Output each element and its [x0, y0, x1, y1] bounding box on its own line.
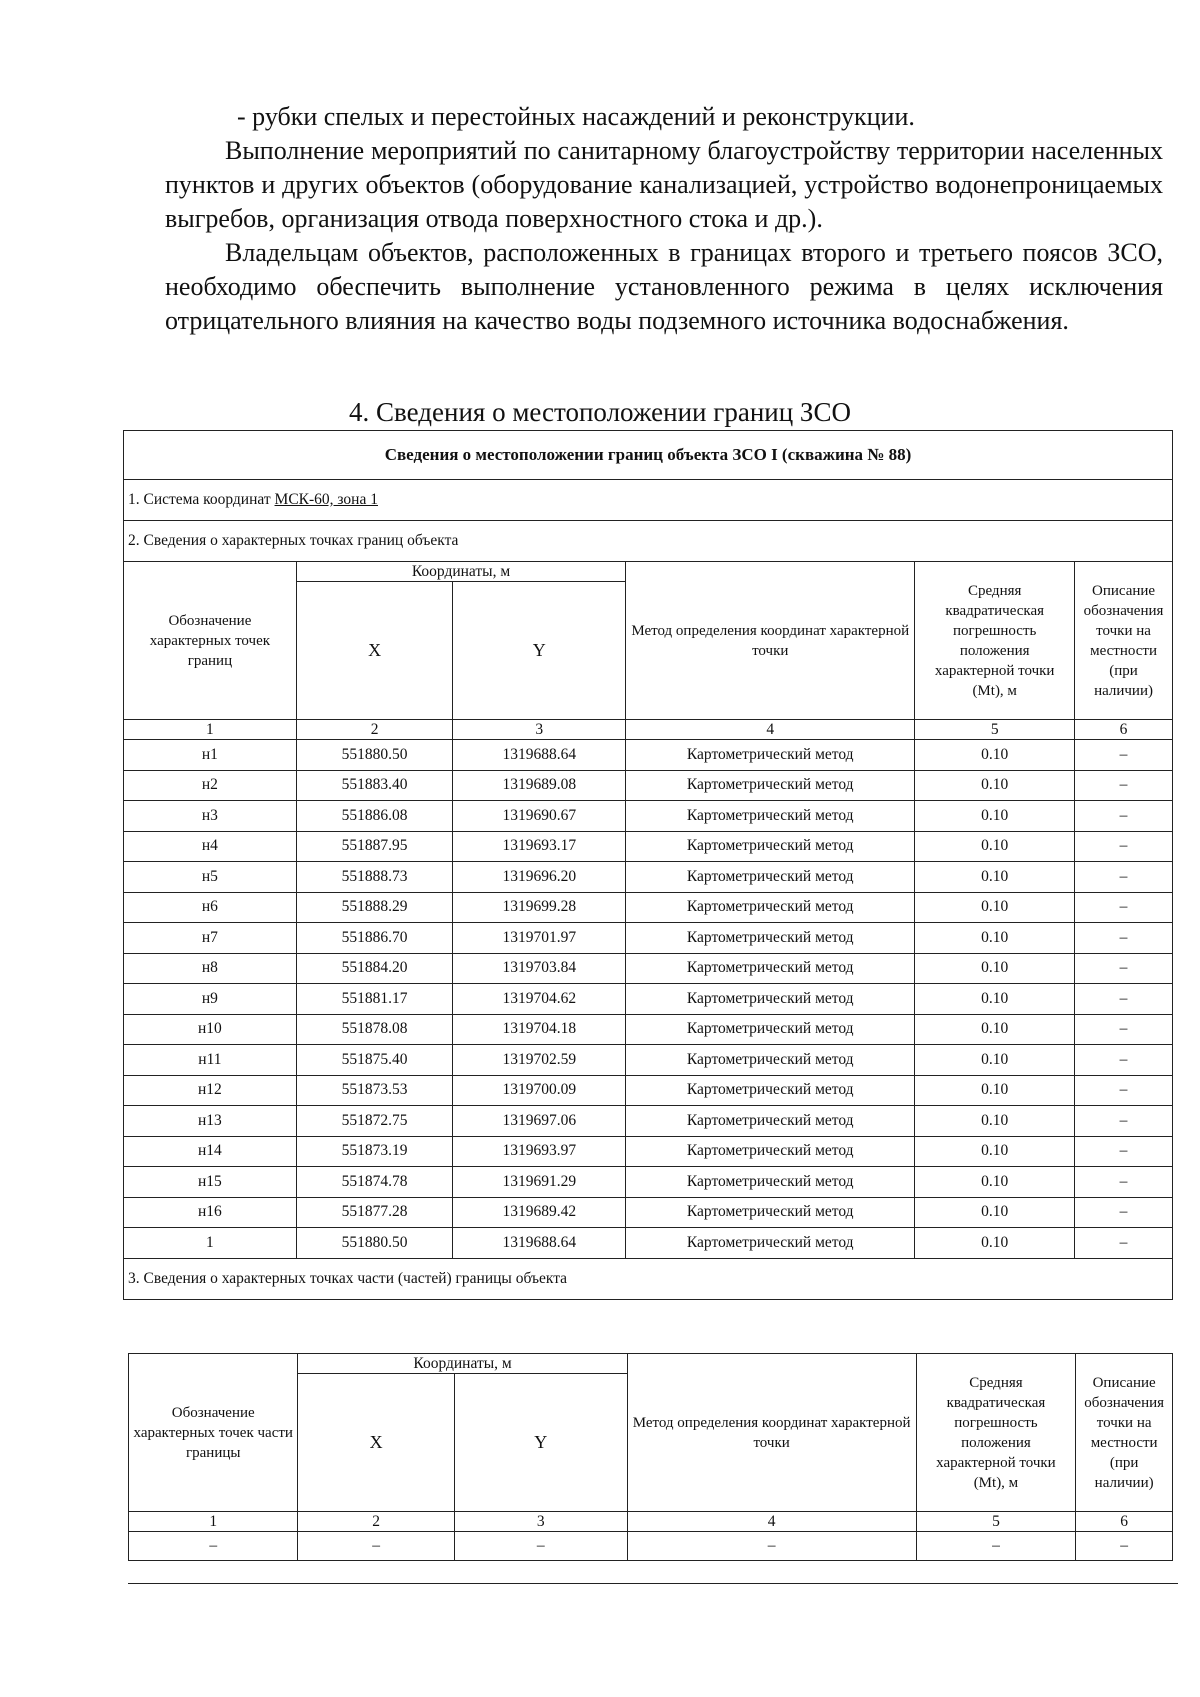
point-id-cell: н1: [124, 740, 297, 771]
coord-y-cell: 1319691.29: [453, 1167, 626, 1198]
description-cell: –: [1075, 740, 1173, 771]
point-id-cell: н8: [124, 953, 297, 984]
section-title: 4. Сведения о местоположении границ ЗСО: [349, 397, 851, 427]
boundary-table: [123, 430, 1173, 1300]
coord-y-cell: 1319704.18: [453, 1014, 626, 1045]
point-id-cell: н4: [124, 831, 297, 862]
column-numbers-row: [124, 720, 1173, 740]
point-id-cell: н12: [124, 1075, 297, 1106]
accuracy-cell: 0.10: [915, 923, 1075, 954]
coord-y-cell: 1319688.64: [453, 740, 626, 771]
paragraph-1: - рубки спелых и перестойных насаждений и реконструкции.: [237, 102, 915, 131]
header-accuracy: Средняя квадратическая погрешность положения характерной точки (Mt), м: [915, 562, 1075, 720]
method-cell: Картометрический метод: [626, 984, 915, 1015]
coord-x-cell: –: [298, 1532, 454, 1561]
table-row: [124, 1075, 1173, 1106]
point-id-cell: н9: [124, 984, 297, 1015]
method-cell: Картометрический метод: [626, 1136, 915, 1167]
accuracy-cell: 0.10: [915, 801, 1075, 832]
coord-system-value: МСК-60, зона 1: [274, 491, 378, 508]
description-cell: –: [1075, 862, 1173, 893]
coord-x-cell: 551887.95: [296, 831, 453, 862]
coord-y-cell: 1319693.97: [453, 1136, 626, 1167]
coord-x-cell: 551888.29: [296, 892, 453, 923]
point-id-cell: н13: [124, 1106, 297, 1137]
column-number: 6: [1076, 1512, 1173, 1532]
table-row: [124, 892, 1173, 923]
accuracy-cell: 0.10: [915, 1014, 1075, 1045]
point-id-cell: н14: [124, 1136, 297, 1167]
description-cell: –: [1075, 1045, 1173, 1076]
description-cell: –: [1075, 801, 1173, 832]
table-row: [124, 1106, 1173, 1137]
accuracy-cell: 0.10: [915, 892, 1075, 923]
description-cell: –: [1075, 923, 1173, 954]
coord-y-cell: –: [454, 1532, 627, 1561]
column-number: 3: [454, 1512, 627, 1532]
table-row: [124, 1228, 1173, 1259]
coord-x-cell: 551878.08: [296, 1014, 453, 1045]
coord-system-row: [124, 480, 1173, 521]
coord-y-cell: 1319689.08: [453, 770, 626, 801]
header-x: X: [296, 582, 453, 720]
accuracy-cell: 0.10: [915, 770, 1075, 801]
point-id-cell: н5: [124, 862, 297, 893]
description-cell: –: [1076, 1532, 1173, 1561]
method-cell: Картометрический метод: [626, 1014, 915, 1045]
description-cell: –: [1075, 1136, 1173, 1167]
part-header-accuracy: Средняя квадратическая погрешность положения характерной точки (Mt), м: [916, 1354, 1076, 1512]
coord-y-cell: 1319689.42: [453, 1197, 626, 1228]
accuracy-cell: 0.10: [915, 1136, 1075, 1167]
table-row: [124, 1136, 1173, 1167]
coord-x-cell: 551873.53: [296, 1075, 453, 1106]
coord-x-cell: 551873.19: [296, 1136, 453, 1167]
method-cell: Картометрический метод: [626, 892, 915, 923]
coord-y-cell: 1319703.84: [453, 953, 626, 984]
table-row: [124, 740, 1173, 771]
description-cell: –: [1075, 831, 1173, 862]
table-title: Сведения о местоположении границ объекта ЗСО I (скважина № 88): [124, 431, 1173, 480]
point-id-cell: н16: [124, 1197, 297, 1228]
header-description: Описание обозначения точки на местности (при наличии): [1075, 562, 1173, 720]
column-number: 4: [627, 1512, 916, 1532]
header-designation: Обозначение характерных точек границ: [124, 562, 297, 720]
accuracy-cell: 0.10: [915, 1106, 1075, 1137]
points-heading: 2. Сведения о характерных точках границ объекта: [124, 521, 1173, 562]
method-cell: Картометрический метод: [626, 1045, 915, 1076]
coord-y-cell: 1319700.09: [453, 1075, 626, 1106]
column-number: 2: [296, 720, 453, 740]
table-row: [124, 831, 1173, 862]
coord-y-cell: 1319688.64: [453, 1228, 626, 1259]
point-id-cell: н11: [124, 1045, 297, 1076]
coord-x-cell: 551880.50: [296, 1228, 453, 1259]
paragraph-2: Выполнение мероприятий по санитарному благоустройству территории населенных пунктов и других объектов (оборудование канализацией, устройство водонепроницаемых выгребов, организация отвода поверхностного стока и др.).: [165, 136, 1163, 233]
coord-x-cell: 551886.08: [296, 801, 453, 832]
description-cell: –: [1075, 770, 1173, 801]
coord-x-cell: 551874.78: [296, 1167, 453, 1198]
accuracy-cell: 0.10: [915, 1197, 1075, 1228]
part-header-y: Y: [454, 1374, 627, 1512]
table-row: [124, 770, 1173, 801]
coord-x-cell: 551888.73: [296, 862, 453, 893]
accuracy-cell: 0.10: [915, 1167, 1075, 1198]
point-id-cell: 1: [124, 1228, 297, 1259]
description-cell: –: [1075, 1014, 1173, 1045]
part-heading: 3. Сведения о характерных точках части (частей) границы объекта: [124, 1258, 1173, 1299]
coord-x-cell: 551872.75: [296, 1106, 453, 1137]
table-row: [124, 1197, 1173, 1228]
point-id-cell: н15: [124, 1167, 297, 1198]
coord-y-cell: 1319697.06: [453, 1106, 626, 1137]
accuracy-cell: 0.10: [915, 831, 1075, 862]
table-row: [129, 1532, 1173, 1561]
coord-x-cell: 551881.17: [296, 984, 453, 1015]
part-header-x: X: [298, 1374, 454, 1512]
method-cell: Картометрический метод: [626, 1075, 915, 1106]
column-number: 3: [453, 720, 626, 740]
part-column-numbers-row: [129, 1512, 1173, 1532]
table-row: [124, 984, 1173, 1015]
accuracy-cell: 0.10: [915, 740, 1075, 771]
coord-y-cell: 1319699.28: [453, 892, 626, 923]
header-coordinates: Координаты, м: [296, 562, 625, 582]
description-cell: –: [1075, 1106, 1173, 1137]
method-cell: Картометрический метод: [626, 740, 915, 771]
method-cell: Картометрический метод: [626, 1228, 915, 1259]
point-id-cell: н10: [124, 1014, 297, 1045]
column-number: 5: [916, 1512, 1076, 1532]
table-row: [124, 923, 1173, 954]
accuracy-cell: 0.10: [915, 1228, 1075, 1259]
accuracy-cell: 0.10: [915, 1045, 1075, 1076]
description-cell: –: [1075, 1228, 1173, 1259]
part-table-rows: [129, 1532, 1173, 1561]
coord-x-cell: 551883.40: [296, 770, 453, 801]
header-method: Метод определения координат характерной точки: [626, 562, 915, 720]
table-row: [124, 1014, 1173, 1045]
description-cell: –: [1075, 1197, 1173, 1228]
part-boundary-table: [128, 1353, 1173, 1561]
part-header-description: Описание обозначения точки на местности (при наличии): [1076, 1354, 1173, 1512]
column-number: 1: [129, 1512, 298, 1532]
accuracy-cell: 0.10: [915, 862, 1075, 893]
part-header-method: Метод определения координат характерной точки: [627, 1354, 916, 1512]
coord-y-cell: 1319690.67: [453, 801, 626, 832]
method-cell: Картометрический метод: [626, 1197, 915, 1228]
description-cell: –: [1075, 1167, 1173, 1198]
header-y: Y: [453, 582, 626, 720]
coord-y-cell: 1319702.59: [453, 1045, 626, 1076]
coord-x-cell: 551875.40: [296, 1045, 453, 1076]
part-header-coordinates: Координаты, м: [298, 1354, 627, 1374]
accuracy-cell: –: [916, 1532, 1076, 1561]
point-id-cell: –: [129, 1532, 298, 1561]
table-row: [124, 801, 1173, 832]
accuracy-cell: 0.10: [915, 984, 1075, 1015]
coord-system-label: 1. Система координат: [128, 491, 275, 508]
table-row: [124, 1045, 1173, 1076]
method-cell: Картометрический метод: [626, 801, 915, 832]
accuracy-cell: 0.10: [915, 1075, 1075, 1106]
method-cell: Картометрический метод: [626, 831, 915, 862]
method-cell: –: [627, 1532, 916, 1561]
point-id-cell: н6: [124, 892, 297, 923]
method-cell: Картометрический метод: [626, 862, 915, 893]
bottom-rule: [128, 1583, 1178, 1584]
coord-x-cell: 551884.20: [296, 953, 453, 984]
description-cell: –: [1075, 953, 1173, 984]
method-cell: Картометрический метод: [626, 953, 915, 984]
coord-y-cell: 1319696.20: [453, 862, 626, 893]
column-number: 1: [124, 720, 297, 740]
description-cell: –: [1075, 1075, 1173, 1106]
point-id-cell: н3: [124, 801, 297, 832]
coord-y-cell: 1319701.97: [453, 923, 626, 954]
coord-x-cell: 551877.28: [296, 1197, 453, 1228]
method-cell: Картометрический метод: [626, 1167, 915, 1198]
table-rows: [124, 740, 1173, 1259]
description-cell: –: [1075, 984, 1173, 1015]
column-number: 2: [298, 1512, 454, 1532]
column-number: 6: [1075, 720, 1173, 740]
column-number: 5: [915, 720, 1075, 740]
part-header-designation: Обозначение характерных точек части границы: [129, 1354, 298, 1512]
coord-x-cell: 551886.70: [296, 923, 453, 954]
point-id-cell: н2: [124, 770, 297, 801]
method-cell: Картометрический метод: [626, 1106, 915, 1137]
method-cell: Картометрический метод: [626, 923, 915, 954]
coord-y-cell: 1319704.62: [453, 984, 626, 1015]
paragraph-3: Владельцам объектов, расположенных в границах второго и третьего поясов ЗСО, необходимо обеспечить выполнение установленного режима в целях исключения отрицательного влияния на качество воды подземного источника водоснабжения.: [165, 238, 1163, 335]
table-row: [124, 862, 1173, 893]
point-id-cell: н7: [124, 923, 297, 954]
description-cell: –: [1075, 892, 1173, 923]
method-cell: Картометрический метод: [626, 770, 915, 801]
table-row: [124, 1167, 1173, 1198]
accuracy-cell: 0.10: [915, 953, 1075, 984]
coord-y-cell: 1319693.17: [453, 831, 626, 862]
table-row: [124, 953, 1173, 984]
coord-x-cell: 551880.50: [296, 740, 453, 771]
column-number: 4: [626, 720, 915, 740]
